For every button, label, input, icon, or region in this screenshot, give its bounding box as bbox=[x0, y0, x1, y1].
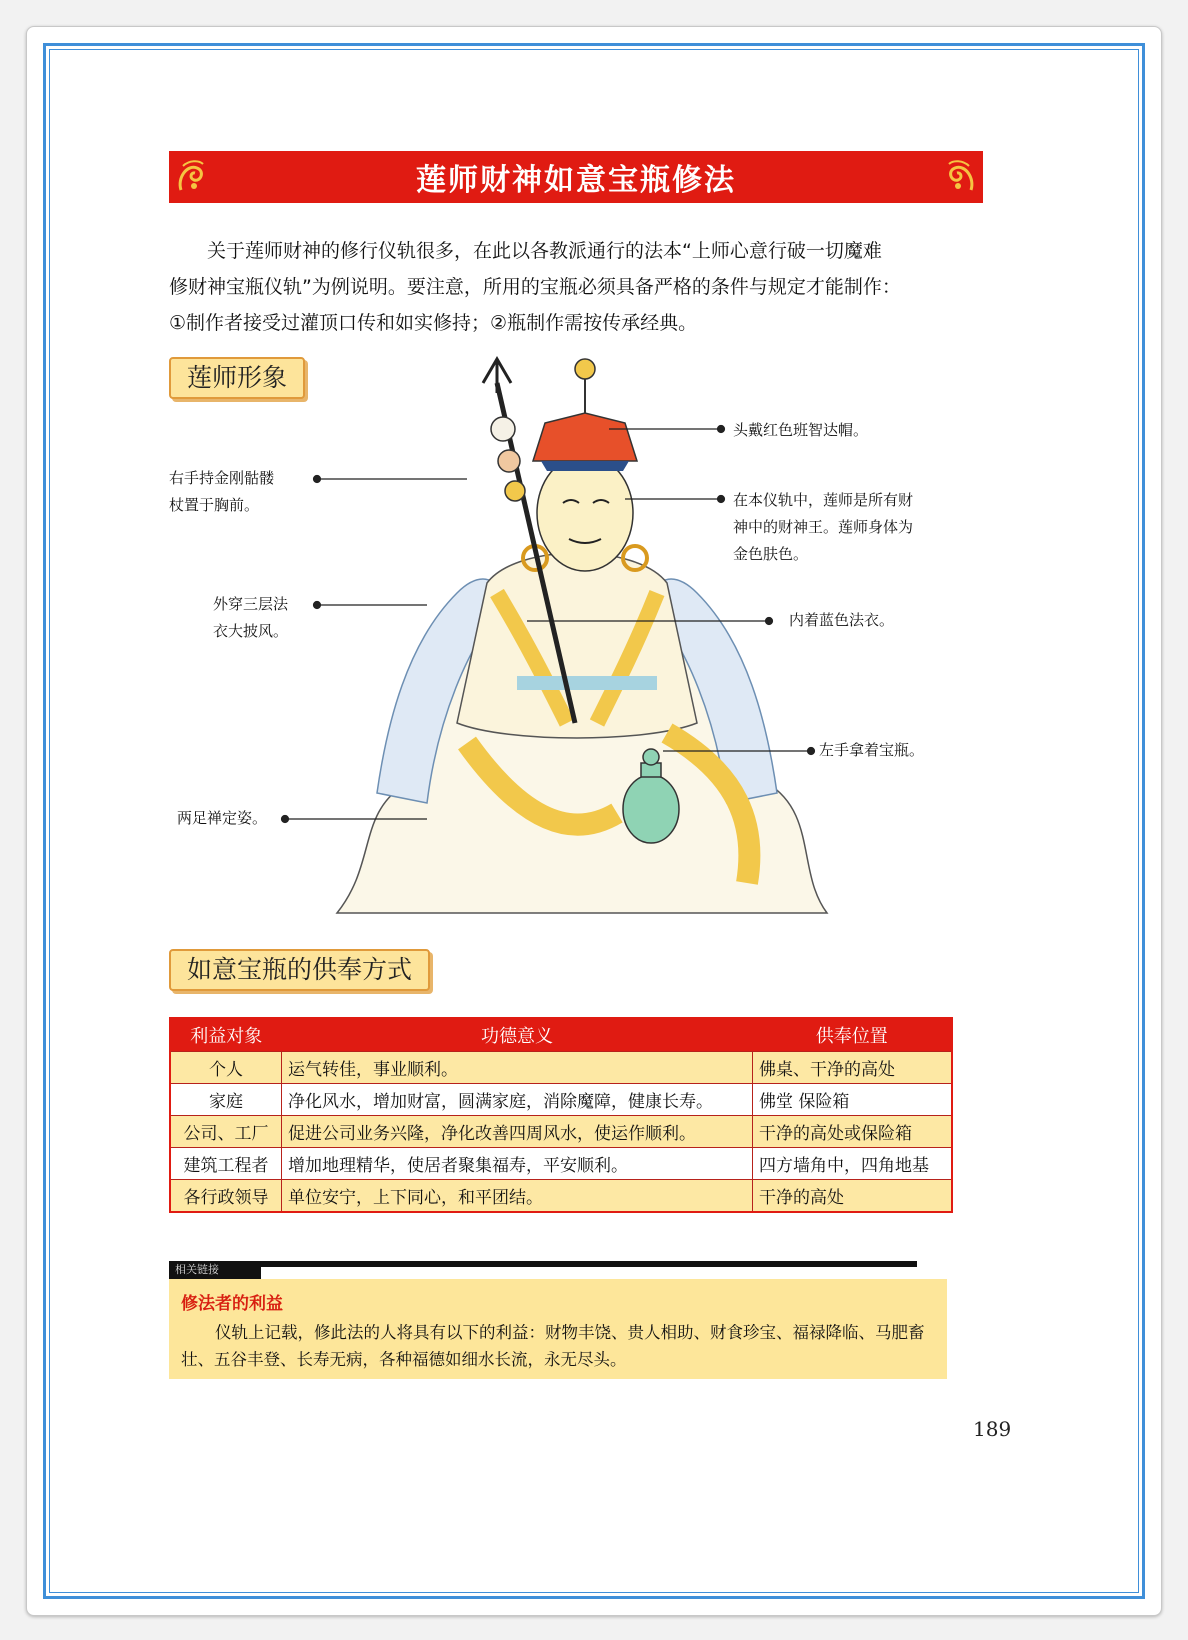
section-label-lotus-master: 莲师形象 bbox=[169, 357, 305, 399]
page-sheet bbox=[26, 26, 1162, 1616]
table-row bbox=[170, 1084, 952, 1116]
callout-staff-line: 右手持金刚骷髅 bbox=[169, 469, 275, 487]
table-cell: 运气转佳，事业顺利。 bbox=[282, 1052, 753, 1084]
intro-line: ①制作者接受过灌顶口传和如实修持；②瓶制作需按传承经典。 bbox=[169, 312, 698, 334]
section-label-vase-offering: 如意宝瓶的供奉方式 bbox=[169, 949, 430, 991]
table-cell: 佛堂 保险箱 bbox=[753, 1084, 953, 1116]
callout-wealth-king bbox=[733, 487, 913, 568]
title-banner bbox=[169, 151, 983, 203]
table-cell: 净化风水，增加财富，圆满家庭，消除魔障，健康长寿。 bbox=[282, 1084, 753, 1116]
callout-robe-line: 衣大披风。 bbox=[213, 622, 289, 640]
table-cell: 促进公司业务兴隆，净化改善四周风水，使运作顺利。 bbox=[282, 1116, 753, 1148]
table-row bbox=[170, 1052, 952, 1084]
callout-legs: 两足禅定姿。 bbox=[177, 809, 268, 827]
table-header-position: 供奉位置 bbox=[753, 1018, 953, 1052]
callout-vase-hand: 左手拿着宝瓶。 bbox=[819, 741, 925, 759]
intro-paragraph bbox=[169, 233, 969, 341]
table-cell: 个人 bbox=[170, 1052, 282, 1084]
related-link-tag: 相关链接 bbox=[169, 1261, 261, 1279]
table-row bbox=[170, 1180, 952, 1213]
table-cell: 各行政领导 bbox=[170, 1180, 282, 1213]
scroll-ornament-icon bbox=[173, 156, 215, 198]
table-row bbox=[170, 1148, 952, 1180]
callout-inner-robe: 内着蓝色法衣。 bbox=[789, 611, 895, 629]
page-number: 189 bbox=[973, 1417, 1012, 1441]
callout-hat: 头戴红色班智达帽。 bbox=[733, 421, 869, 439]
table-header-merit: 功德意义 bbox=[282, 1018, 753, 1052]
callout-king-line: 金色肤色。 bbox=[733, 545, 809, 563]
related-link-body bbox=[169, 1279, 947, 1379]
related-link-rule bbox=[169, 1261, 917, 1267]
table-cell: 单位安宁，上下同心，和平团结。 bbox=[282, 1180, 753, 1213]
table-cell: 家庭 bbox=[170, 1084, 282, 1116]
table-cell: 公司、工厂 bbox=[170, 1116, 282, 1148]
callout-king-line: 神中的财神王。莲师身体为 bbox=[733, 518, 914, 536]
callout-king-line: 在本仪轨中，莲师是所有财 bbox=[733, 491, 914, 509]
page-title: 莲师财神如意宝瓶修法 bbox=[416, 163, 736, 198]
table-header-row bbox=[170, 1018, 952, 1052]
table-cell: 四方墙角中，四角地基 bbox=[753, 1148, 953, 1180]
offering-table bbox=[169, 1017, 953, 1213]
table-cell: 干净的高处 bbox=[753, 1180, 953, 1213]
table-cell: 建筑工程者 bbox=[170, 1148, 282, 1180]
callout-staff bbox=[169, 465, 274, 519]
intro-line: 关于莲师财神的修行仪轨很多，在此以各教派通行的法本“上师心意行破一切魔难 bbox=[207, 240, 882, 262]
table-row bbox=[170, 1116, 952, 1148]
table-header-target: 利益对象 bbox=[170, 1018, 282, 1052]
table-cell: 干净的高处或保险箱 bbox=[753, 1116, 953, 1148]
callout-staff-line: 杖置于胸前。 bbox=[169, 496, 260, 514]
related-link-box bbox=[169, 1261, 947, 1391]
table-cell: 佛桌、干净的高处 bbox=[753, 1052, 953, 1084]
offering-table-container bbox=[169, 1017, 953, 1213]
intro-line: 修财神宝瓶仪轨”为例说明。要注意，所用的宝瓶必须具备严格的条件与规定才能制作： bbox=[169, 276, 901, 298]
scroll-ornament-icon bbox=[937, 156, 979, 198]
table-cell: 增加地理精华，使居者聚集福寿，平安顺利。 bbox=[282, 1148, 753, 1180]
related-link-text: 仪轨上记载，修此法的人将具有以下的利益：财物丰饶、贵人相助、财食珍宝、福禄降临、马肥畜壮、五谷丰登、长寿无病，各种福德如细水长流，永无尽头。 bbox=[181, 1323, 925, 1369]
callout-outer-robe bbox=[213, 591, 288, 645]
callout-robe-line: 外穿三层法 bbox=[213, 595, 289, 613]
related-link-title: 修法者的利益 bbox=[181, 1294, 283, 1314]
